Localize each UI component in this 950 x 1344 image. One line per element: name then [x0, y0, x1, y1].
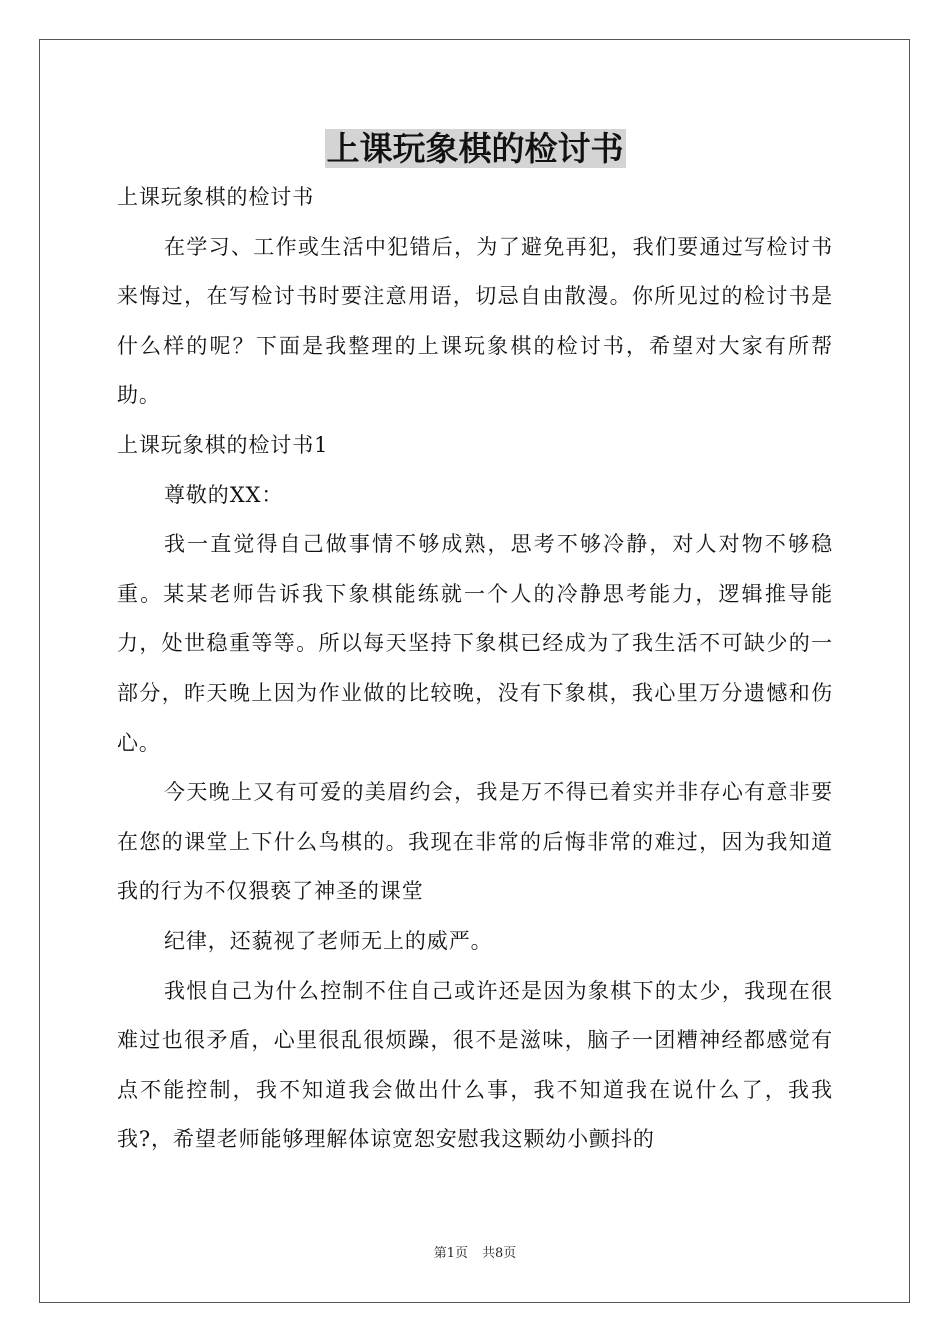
document-body	[117, 173, 833, 1165]
document-title-text: 上课玩象棋的检讨书	[326, 129, 624, 168]
total-pages: 共8页	[482, 1246, 517, 1261]
paragraph: 纪律，还藐视了老师无上的威严。	[164, 928, 493, 953]
paragraph: 今天晚上又有可爱的美眉约会，我是万不得已着实并非存心有意非要在您的课堂上下什么鸟棋的。我现在非常的后悔非常的难过，因为我知道我的行为不仅猥亵了神圣的课堂	[117, 780, 833, 904]
paragraph: 在学习、工作或生活中犯错后，为了避免再犯，我们要通过写检讨书来悔过，在写检讨书时要注意用语，切忌自由散漫。你所见过的检讨书是什么样的呢？下面是我整理的上课玩象棋的检讨书，希望对大家有所帮助。	[117, 234, 833, 408]
paragraph: 上课玩象棋的检讨书1	[117, 432, 329, 457]
paragraph: 我一直觉得自己做事情不够成熟，思考不够冷静，对人对物不够稳重。某某老师告诉我下象棋能练就一个人的冷静思考能力，逻辑推导能力，处世稳重等等。所以每天坚持下象棋已经成为了我生活不可缺少的一部分，昨天晚上因为作业做的比较晚，没有下象棋，我心里万分遗憾和伤心。	[117, 532, 833, 755]
paragraph: 我恨自己为什么控制不住自己或许还是因为象棋下的太少，我现在很难过也很矛盾，心里很乱很烦躁，很不是滋味，脑子一团糟神经都感觉有点不能控制，我不知道我会做出什么事，我不知道我在说什么了，我我我?，希望老师能够理解体谅宽恕安慰我这颗幼小颤抖的	[117, 978, 833, 1152]
page-number: 第1页	[433, 1246, 468, 1261]
paragraph: 上课玩象棋的检讨书	[117, 185, 315, 209]
page-footer	[0, 1245, 950, 1263]
document-title	[0, 127, 950, 171]
paragraph: 尊敬的XX：	[164, 482, 284, 507]
